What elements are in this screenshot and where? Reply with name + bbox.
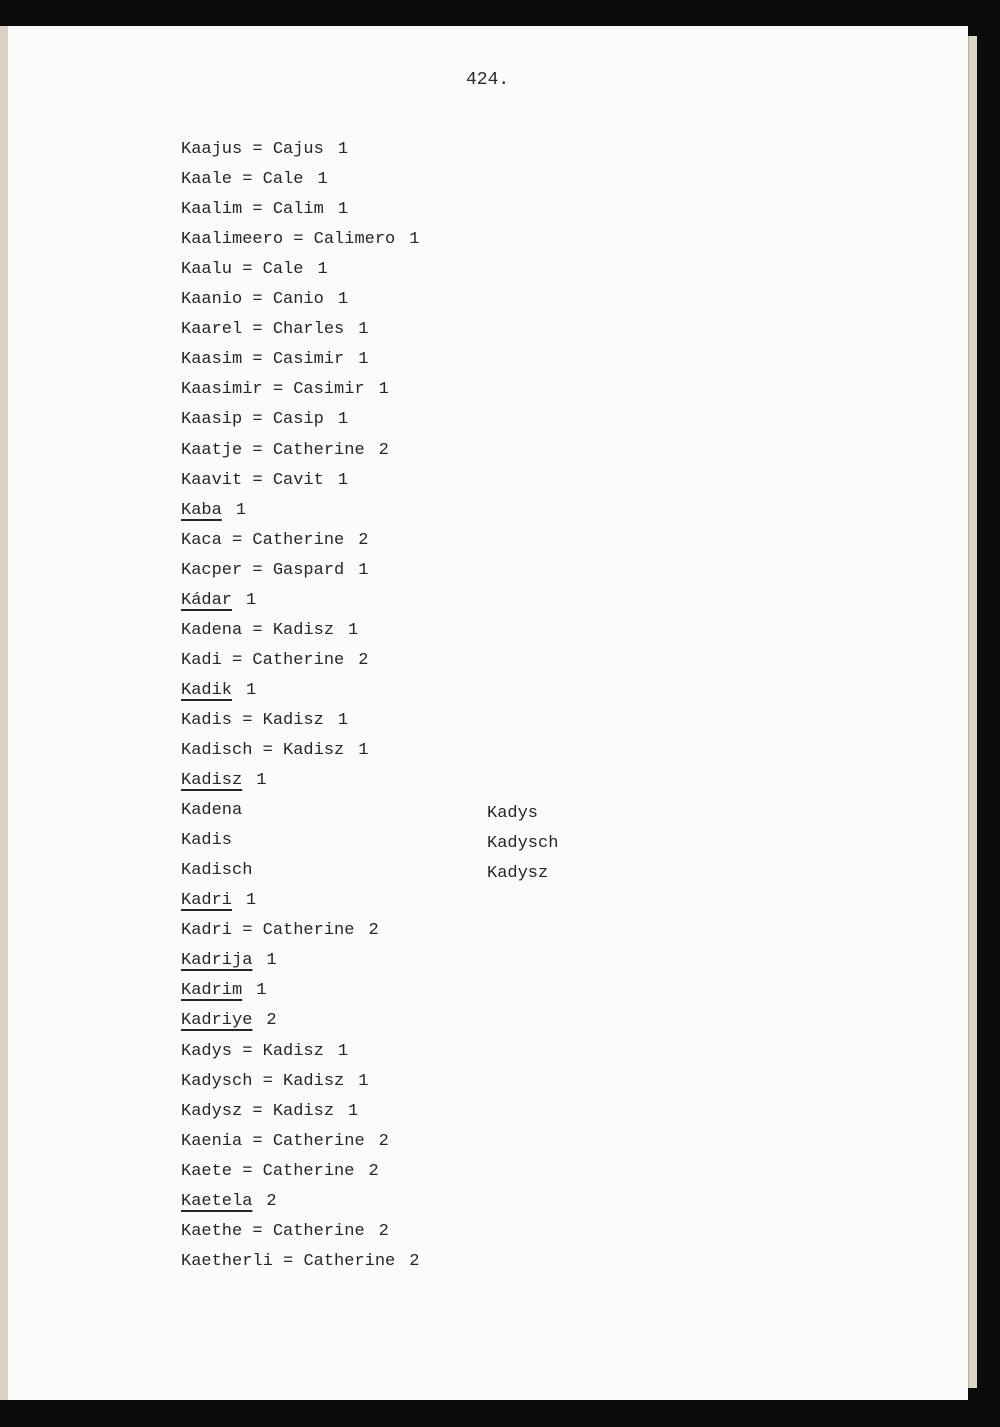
- entry-variant: Kadisz: [262, 710, 324, 730]
- equals-sign: =: [283, 230, 314, 250]
- entry-count: 1: [409, 230, 420, 250]
- list-item: [181, 1042, 348, 1062]
- list-item: [181, 501, 246, 521]
- entry-variant: Cajus: [272, 140, 324, 159]
- equals-sign: =: [242, 350, 273, 370]
- entry-count: 1: [235, 500, 247, 520]
- entry-name: Kadis: [181, 710, 233, 730]
- equals-sign: =: [242, 620, 273, 640]
- entry-count: 1: [246, 891, 257, 911]
- entry-count: 2: [378, 1221, 389, 1241]
- entry-variant: Kadisz: [283, 1071, 345, 1091]
- entry-name: Kaavit: [181, 470, 243, 490]
- entry-count: 1: [337, 710, 349, 730]
- entry-name: Kaethe: [181, 1221, 243, 1241]
- equals-sign: =: [242, 1221, 273, 1241]
- document-page: [8, 26, 968, 1400]
- equals-sign: =: [262, 380, 294, 400]
- entry-name: Kadys: [181, 1041, 233, 1061]
- entry-variant: Charles: [272, 320, 345, 340]
- list-item: [181, 981, 266, 1001]
- equals-sign: =: [232, 1041, 263, 1061]
- entry-name: Kadisch: [181, 741, 253, 760]
- entry-count: 1: [246, 590, 257, 610]
- entry-variant: Calimero: [313, 230, 396, 250]
- equals-sign: =: [242, 320, 273, 340]
- equals-sign: =: [242, 470, 273, 490]
- entry-count: 1: [337, 290, 349, 310]
- entry-variant: Catherine: [272, 1131, 365, 1151]
- entry-count: 1: [246, 680, 257, 700]
- entry-variant: Catherine: [252, 650, 345, 670]
- list-item: [181, 651, 368, 671]
- list-item: [181, 1252, 419, 1272]
- list-item: [181, 531, 368, 551]
- list-item: [181, 771, 266, 791]
- entry-variant: Kadisz: [272, 1101, 335, 1121]
- kadisz-variant-right: Kadysz: [487, 864, 549, 884]
- list-item: [181, 320, 368, 340]
- entry-count: 1: [358, 350, 369, 370]
- list-item: [181, 350, 368, 370]
- equals-sign: =: [232, 170, 263, 190]
- list-item: [181, 891, 256, 911]
- entry-count: 1: [348, 620, 359, 640]
- list-item: [181, 681, 256, 701]
- list-item: [181, 170, 328, 190]
- kadisz-variant-left: Kadena: [181, 801, 243, 821]
- entry-variant: Gaspard: [272, 560, 345, 580]
- list-item: [181, 741, 368, 761]
- equals-sign: =: [232, 260, 263, 280]
- page-right-edge: [968, 36, 977, 1388]
- equals-sign: =: [252, 741, 284, 760]
- entry-name: Kaca: [181, 530, 222, 550]
- page-number: 424.: [466, 70, 510, 90]
- entry-variant: Calim: [272, 200, 324, 220]
- equals-sign: =: [242, 440, 273, 460]
- entry-variant: Casimir: [293, 380, 365, 400]
- list-item: [181, 1072, 368, 1092]
- entry-count: 1: [317, 170, 328, 190]
- list-item: [181, 200, 348, 220]
- list-item: [181, 1132, 389, 1152]
- entry-variant: Kadisz: [272, 620, 335, 640]
- entry-count: 1: [337, 470, 349, 490]
- list-item: [181, 1011, 277, 1031]
- list-item: [181, 380, 389, 400]
- entry-name: Kadri: [181, 921, 233, 941]
- entry-name: Kaalu: [181, 260, 233, 280]
- entry-count: 1: [348, 1101, 359, 1121]
- entry-count: 1: [256, 771, 267, 791]
- entry-count: 2: [266, 1011, 277, 1031]
- entry-variant: Cale: [262, 170, 304, 190]
- entry-name-underlined: Kádar: [181, 590, 233, 610]
- equals-sign: =: [232, 1161, 263, 1181]
- equals-sign: =: [242, 560, 273, 580]
- kadisz-variant-left: Kadisch: [181, 861, 253, 881]
- kadisz-variant-left: Kadis: [181, 831, 233, 851]
- list-item: [181, 1162, 379, 1182]
- entry-count: 2: [358, 650, 369, 670]
- entry-count: 2: [378, 1131, 389, 1151]
- entry-variant: Catherine: [262, 921, 355, 941]
- entry-variant: Catherine: [252, 530, 345, 550]
- entry-count: 1: [317, 260, 328, 280]
- equals-sign: =: [242, 1101, 273, 1121]
- entry-name-underlined: Kadriye: [181, 1011, 253, 1031]
- entry-variant: Cale: [262, 260, 304, 280]
- entry-name-underlined: Kaba: [181, 500, 222, 520]
- entry-variant: Casip: [272, 410, 324, 430]
- entry-variant: Cavit: [272, 470, 324, 490]
- list-item: [181, 921, 379, 941]
- list-item: [181, 1192, 277, 1212]
- entry-count: 1: [358, 560, 369, 580]
- entry-variant: Catherine: [272, 1221, 365, 1241]
- entry-name: Kaale: [181, 170, 233, 190]
- entry-name: Kaarel: [181, 320, 243, 340]
- entry-variant: Catherine: [272, 440, 365, 460]
- list-item: [181, 230, 419, 250]
- list-item: [181, 410, 348, 430]
- entry-count: 1: [337, 410, 349, 430]
- entry-name: Kaetherli: [181, 1251, 273, 1271]
- entry-name: Kadysch: [181, 1071, 253, 1091]
- entry-name: Kacper: [181, 560, 243, 580]
- entry-variant: Catherine: [303, 1251, 396, 1271]
- list-item: [181, 471, 348, 491]
- entry-variant: Kadisz: [262, 1041, 324, 1061]
- entry-count: 1: [358, 1071, 369, 1091]
- list-item: [181, 1102, 358, 1122]
- entry-name-underlined: Kadri: [181, 891, 233, 911]
- list-item: [181, 1222, 389, 1242]
- entry-name: Kadi: [181, 650, 222, 670]
- equals-sign: =: [242, 290, 273, 310]
- list-item: [181, 951, 277, 971]
- entry-name-underlined: Kadisz: [181, 771, 243, 791]
- equals-sign: =: [221, 530, 253, 550]
- entry-name-underlined: Kadik: [181, 680, 233, 700]
- list-item: [181, 561, 368, 581]
- entry-count: 1: [266, 951, 277, 971]
- kadisz-variant-right: Kadysch: [487, 834, 559, 854]
- equals-sign: =: [232, 710, 263, 730]
- entry-name-underlined: Kadrim: [181, 981, 243, 1001]
- entry-name: Kaasimir: [181, 380, 263, 400]
- entry-variant: Casimir: [272, 350, 345, 370]
- equals-sign: =: [221, 650, 253, 670]
- entry-count: 1: [358, 741, 369, 760]
- list-item: [181, 441, 389, 461]
- entry-name: Kaanio: [181, 290, 243, 310]
- kadisz-variant-right: Kadys: [487, 804, 539, 824]
- list-item: [181, 711, 348, 731]
- entry-count: 1: [256, 981, 267, 1001]
- entry-count: 1: [337, 140, 349, 159]
- entry-name: Kaatje: [181, 440, 243, 460]
- entry-name: Kaalim: [181, 200, 243, 220]
- entry-name: Kaenia: [181, 1131, 243, 1151]
- entry-name: Kaete: [181, 1161, 233, 1181]
- entry-variant: Catherine: [262, 1161, 355, 1181]
- entry-count: 1: [378, 380, 389, 400]
- entry-count: 2: [358, 530, 369, 550]
- equals-sign: =: [242, 1131, 273, 1151]
- entry-count: 2: [368, 921, 379, 941]
- entry-name: Kaasim: [181, 350, 243, 370]
- list-item: [181, 621, 358, 641]
- entry-variant: Kadisz: [283, 741, 345, 760]
- entry-name: Kaasip: [181, 410, 243, 430]
- equals-sign: =: [242, 410, 273, 430]
- entry-name-underlined: Kadrija: [181, 951, 253, 971]
- entry-count: 1: [337, 1041, 349, 1061]
- equals-sign: =: [252, 1071, 284, 1091]
- entry-count: 2: [368, 1161, 379, 1181]
- entry-name: Kaajus: [181, 140, 243, 159]
- entry-name: Kadena: [181, 620, 243, 640]
- entry-count: 2: [378, 440, 389, 460]
- list-item: [181, 290, 348, 310]
- entry-count: 1: [337, 200, 349, 220]
- list-item: [181, 260, 328, 280]
- entry-name-underlined: Kaetela: [181, 1191, 253, 1211]
- equals-sign: =: [242, 140, 273, 159]
- entry-variant: Canio: [272, 290, 324, 310]
- entry-name: Kaalimeero: [181, 230, 284, 250]
- entry-count: 2: [409, 1251, 420, 1271]
- entry-name: Kadysz: [181, 1101, 243, 1121]
- entry-count: 2: [266, 1191, 277, 1211]
- equals-sign: =: [232, 921, 263, 941]
- entry-count: 1: [358, 320, 369, 340]
- list-item: [181, 591, 256, 611]
- equals-sign: =: [242, 200, 273, 220]
- equals-sign: =: [272, 1251, 304, 1271]
- list-item: [181, 140, 348, 160]
